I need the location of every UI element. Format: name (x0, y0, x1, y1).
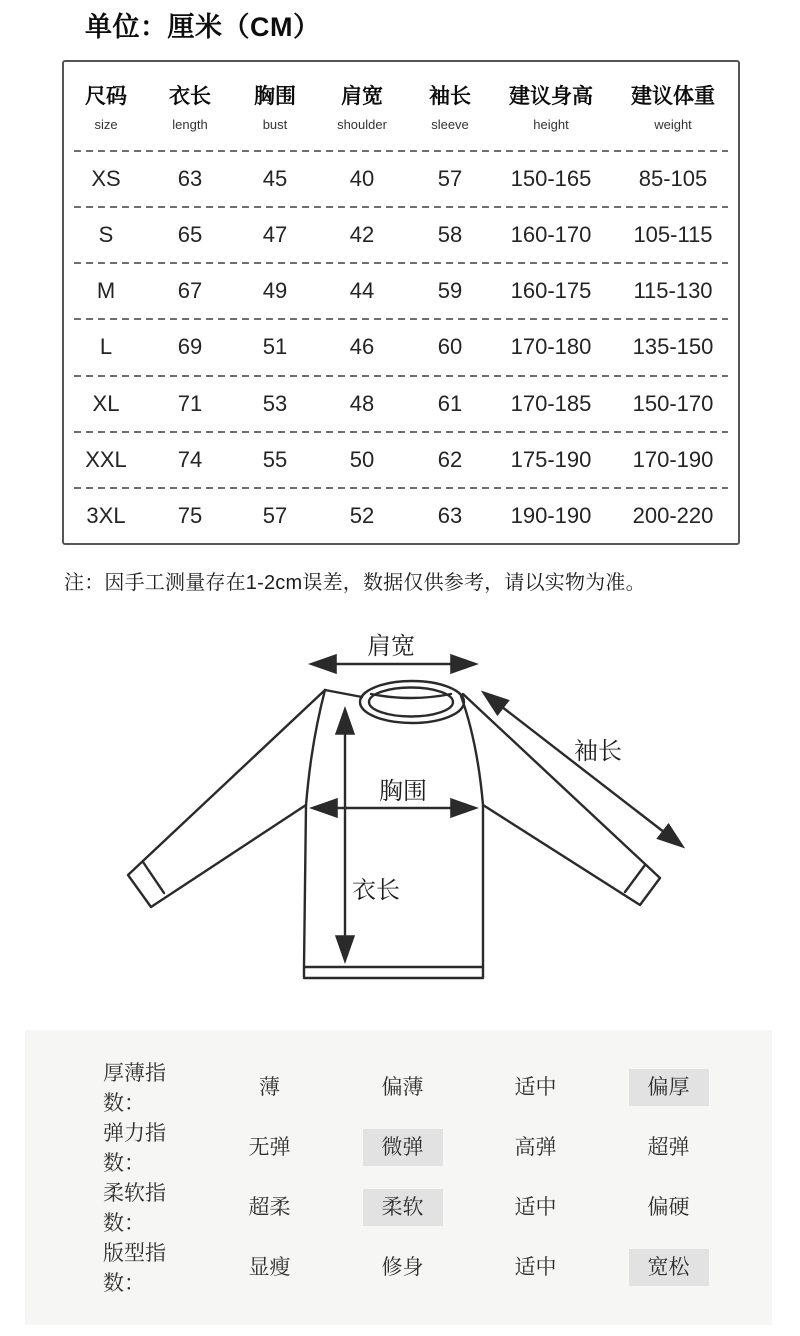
index-option: 柔软 (363, 1189, 443, 1226)
index-row-elasticity (25, 1117, 772, 1177)
index-option: 适中 (514, 1195, 557, 1219)
table-row: L 69 51 46 60 170-180 135-150 (99, 334, 714, 360)
index-row-fit (25, 1237, 772, 1297)
sleeve-label: 袖长 (574, 738, 622, 765)
index-option: 超柔 (248, 1195, 291, 1219)
table-row: 3XL 75 57 52 63 190-190 200-220 (86, 502, 714, 528)
length-label: 衣长 (352, 877, 400, 904)
left-sleeve (128, 690, 325, 907)
table-row: XXL 74 55 50 62 175-190 170-190 (85, 446, 714, 472)
column-header-length: 衣长 length (169, 85, 211, 132)
shoulder-label: 肩宽 (367, 633, 415, 660)
table-row: XL 71 53 48 61 170-185 150-170 (92, 390, 714, 416)
collar-back-seam (371, 694, 451, 698)
column-header-sleeve: 袖长 sleeve (429, 85, 471, 132)
left-shoulder (325, 690, 362, 697)
index-row-softness (25, 1177, 772, 1237)
index-option: 偏厚 (629, 1069, 709, 1106)
index-row-label: 弹力指数： (103, 1122, 166, 1175)
page-title: 单位：厘米（CM） (85, 12, 321, 42)
index-row-thickness (25, 1057, 772, 1117)
size-table (62, 60, 740, 545)
column-header-weight: 建议体重 weight (631, 85, 715, 132)
collar-inner (369, 688, 453, 717)
index-option: 适中 (514, 1075, 557, 1099)
index-options (203, 1189, 735, 1226)
bust-label: 胸围 (379, 778, 427, 805)
left-cuff-line (143, 862, 164, 893)
index-option: 偏硬 (647, 1195, 690, 1219)
table-row: M 67 49 44 59 160-175 115-130 (96, 278, 713, 304)
index-option: 适中 (514, 1255, 557, 1279)
index-row-label: 厚薄指数： (103, 1062, 166, 1115)
sleeve-arrow (484, 693, 682, 846)
column-header-size: 尺码 size (85, 85, 127, 132)
index-option: 微弹 (363, 1129, 443, 1166)
body (304, 690, 483, 978)
index-option: 高弹 (514, 1135, 557, 1159)
right-cuff-line (625, 865, 645, 892)
index-option: 显瘦 (248, 1255, 291, 1279)
index-option: 宽松 (629, 1249, 709, 1286)
index-option: 偏薄 (381, 1075, 424, 1099)
size-table-header (64, 62, 738, 150)
measure-arrows (312, 664, 682, 960)
index-options (203, 1249, 735, 1286)
measurement-note: 注：因手工测量存在1-2cm误差，数据仅供参考，请以实物为准。 (64, 572, 646, 594)
index-option: 修身 (381, 1255, 424, 1279)
index-option: 超弹 (647, 1135, 690, 1159)
shirt-measurement-diagram (60, 620, 740, 1020)
table-row: XS 63 45 40 57 150-165 85-105 (91, 166, 708, 192)
index-option: 无弹 (248, 1135, 291, 1159)
index-option: 薄 (259, 1075, 280, 1099)
column-header-shoulder: 肩宽 shoulder (337, 85, 387, 132)
index-options (203, 1069, 735, 1106)
index-row-label: 版型指数： (103, 1242, 166, 1295)
table-row: S 65 47 42 58 160-170 105-115 (98, 222, 713, 248)
column-header-height: 建议身高 height (509, 85, 593, 132)
index-options (203, 1129, 735, 1166)
fabric-index-section (25, 1030, 772, 1325)
column-header-bust: 胸围 bust (254, 85, 296, 132)
right-sleeve (463, 694, 660, 905)
index-row-label: 柔软指数： (103, 1182, 166, 1235)
shirt-outline (128, 681, 660, 978)
